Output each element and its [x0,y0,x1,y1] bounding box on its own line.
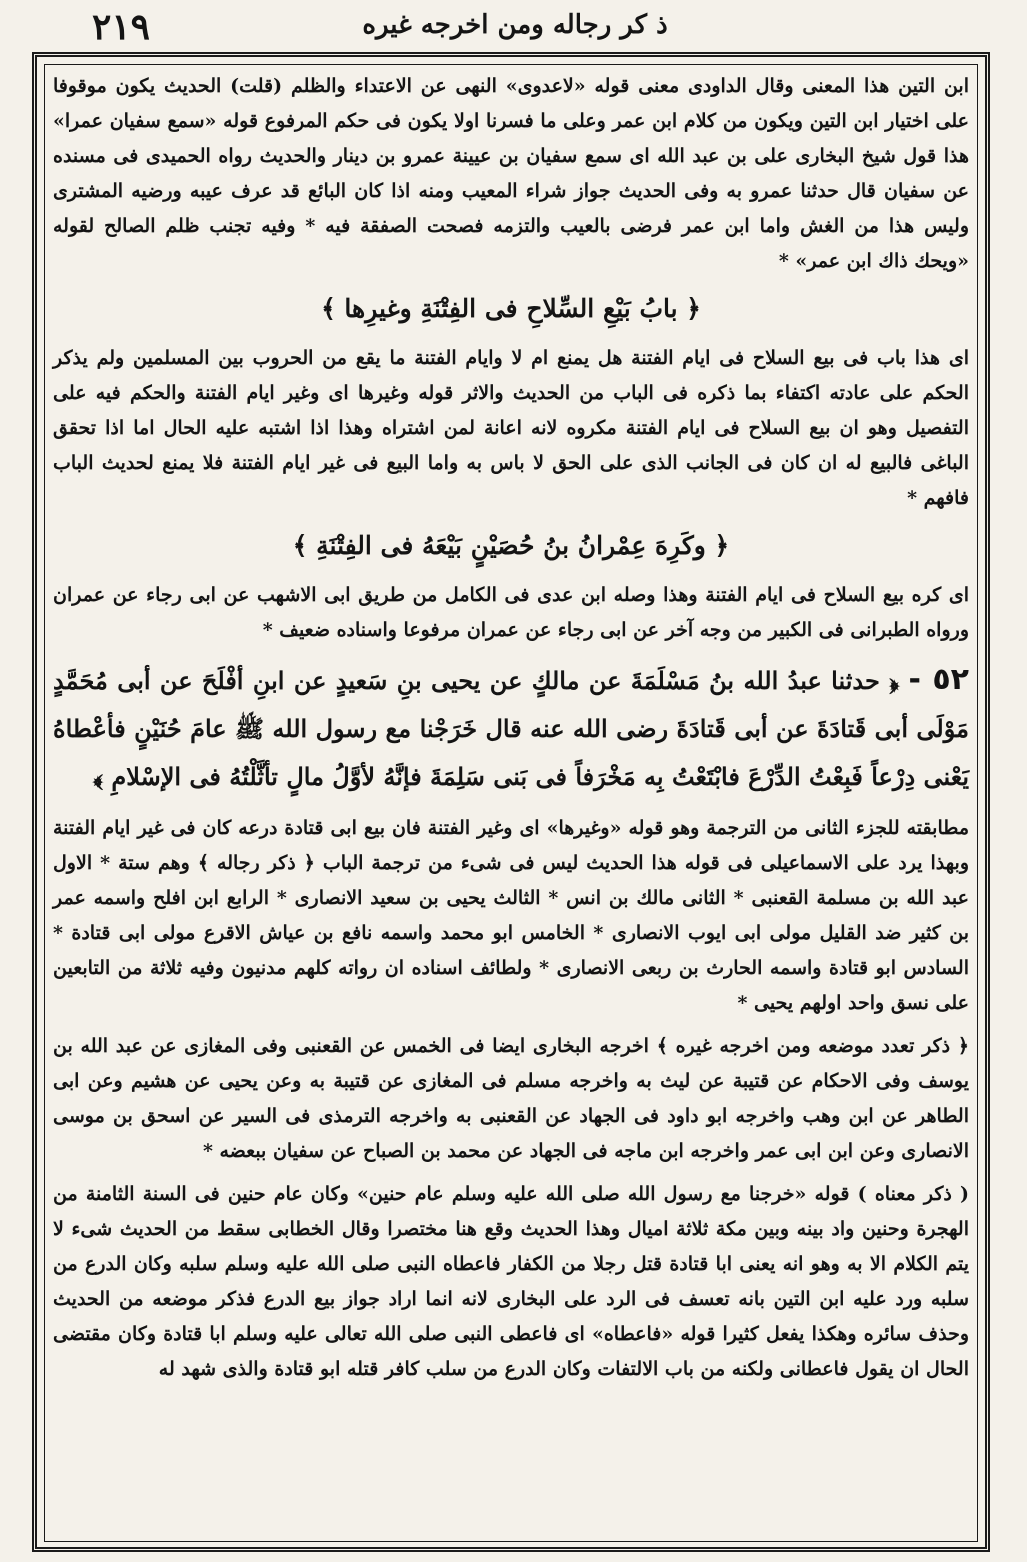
paragraph-4: مطابقته للجزء الثانى من الترجمة وهو قوله «وغيرها» اى وغير الفتنة فان بيع ابى قتادة درعه كان فى غير ايام الفتنة وبهذا يرد على الاسماعيلى فى قوله هذا الحديث ليس فى شىء من ترجمة الباب ﴿ ذكر رجاله ﴾ وهم ستة * الاول عبد الله بن مسلمة القعنبى * الثانى مالك بن انس * الثالث يحيى بن سعيد الانصارى * الرابع ابن افلح واسمه عمر بن كثير ضد القليل مولى ابى ايوب الانصارى * الخامس ابو محمد واسمه نافع بن عياش الاقرع مولى ابى قتادة * السادس ابو قتادة واسمه الحارث بن ربعى الانصارى * ولطائف اسناده ان رواته كلهم مدنيون وفيه ثلاثة من التابعين على نسق واحد اولهم يحيى * [53,817,969,1014]
chapter-heading-imran: ﴿ وكَرِهَ عِمْرانُ بنُ حُصَيْنٍ بَيْعَهُ فى الفِتْنَةِ ﴾ [292,531,730,560]
paragraph-6: ( ذكر معناه ) قوله «خرجنا مع رسول الله صلى الله عليه وسلم عام حنين» وكان عام حنين فى السنة الثامنة من الهجرة وحنين واد بينه وبين مكة ثلاثة اميال وهذا الحديث وقع هنا مختصرا وقال الخطابى سقط من الحديث شىء لا يتم الكلام الا به وهو انه يعنى ابا قتادة قتل رجلا من الكفار فاعطاه النبى صلى الله عليه وسلم سلبه وكان الدرع من سلبه ورد عليه ابن التين بانه تعسف فى الرد على البخارى لانه انما اراد جواز بيع الدرع فذكر موضعه من الحديث وحذف سائره وهكذا يفعل كثيرا قوله «فاعطاه» اى فاعطى النبى صلى الله تعالى عليه وسلم ابا قتادة وكان مقتضى الحال ان يقول فاعطانى ولكنه من باب الالتفات وكان الدرع من سلب كافر قتله ابو قتادة والذى شهد له [53,1183,969,1380]
running-title: ذ كر رجاله ومن اخرجه غيره [362,10,668,40]
paragraph-5: ﴿ ذكر تعدد موضعه ومن اخرجه غيره ﴾ اخرجه البخارى ايضا فى الخمس عن القعنبى وفى المغازى عن عبد الله بن يوسف وفى الاحكام عن قتيبة عن ليث به واخرجه مسلم فى المغازى عن قتيبة به وعن يحيى عن هشيم وعن ابى الطاهر عن ابن وهب واخرجه ابو داود فى الجهاد عن القعنبى به واخرجه الترمذى فى السير عن اسحق بن موسى الانصارى وعن ابن ابى عمر واخرجه ابن ماجه فى الجهاد عن محمد بن الصباح عن سفيان ببعضه * [53,1035,969,1162]
hadith-body: ﴿ حدثنا عبدُ الله بنُ مَسْلَمَةَ عن مالكٍ عن يحيى بنِ سَعيدٍ عن ابنِ أفْلَحَ عن أبى مُحَمَّدٍ مَوْلَى أبى قَتادَةَ عن أبى قَتادَةَ رضى الله عنه قال خَرَجْنا مع رسول الله ﷺ عامَ حُنَيْنٍ فأعْطاهُ يَعْنى دِرْعاً فَبِعْتُ الدِّرْعَ فابْتَعْتُ بِه مَخْرَفاً فى بَنى سَلِمَةَ فإنَّهُ لأوَّلُ مالٍ تأثَّلْتُهُ فى الإسْلامِ ﴾ [53,666,969,791]
paragraph-1: ابن التين هذا المعنى وقال الداودى معنى قوله «لاعدوى» النهى عن الاعتداء والظلم (قلت) الحديث يكون موقوفا على اختيار ابن التين ويكون من كلام ابن عمر وعلى ما فسرنا اولا يكون فى حكم المرفوع قوله «سمع سفيان عمرا» هذا قول شيخ البخارى على بن عبد الله اى سمع سفيان بن عيينة عمرو بن دينار والحديث رواه الحميدى فى مسنده عن سفيان قال حدثنا عمرو به وفى الحديث جواز شراء المعيب ومنه اذا كان البائع قد عرف عيبه ورضيه المشترى وليس هذا من الغش واما ابن عمر فرضى بالعيب والتزمه فصحت الصفقة فيه * وفيه تجنب ظلم الصالح لقوله «ويحك ذاك ابن عمر» * [53,75,969,272]
page-number: ٢١٩ [92,6,151,48]
page-header [40,6,990,54]
paragraph-2: اى هذا باب فى بيع السلاح فى ايام الفتنة هل يمنع ام لا وايام الفتنة ما يقع من الحروب بين المسلمين ولم يذكر الحكم على عادته اكتفاء بما ذكره فى الباب من الحديث والاثر قوله وغيرها اى وغير ايام الفتنة والحكم فيه على التفصيل وهو ان بيع السلاح فى ايام الفتنة مكروه لانه اعانة لمن اشتراه وهذا اذا اشتبه عليه الحال اما اذا تحقق الباغى فالبيع له ان كان فى الجانب الذى على الحق لا باس به واما البيع فى غير ايام الفتنة فلا يمنع لحديث الباب فافهم * [53,347,969,509]
paragraph-3: اى كره بيع السلاح فى ايام الفتنة وهذا وصله ابن عدى فى الكامل من طريق ابى الاشهب عن ابى رجاء عن عمران ورواه الطبرانى فى الكبير من وجه آخر عن ابى رجاء عن عمران مرفوعا واسناده ضعيف * [53,584,969,641]
page-body [44,64,978,1542]
hadith-text [53,656,969,801]
hadith-number: ٥٢ - [908,662,969,697]
chapter-heading-arms-sale: ﴿ بابُ بَيْعِ السِّلاحِ فى الفِتْنَةِ وغيرِها ﴾ [321,294,701,323]
